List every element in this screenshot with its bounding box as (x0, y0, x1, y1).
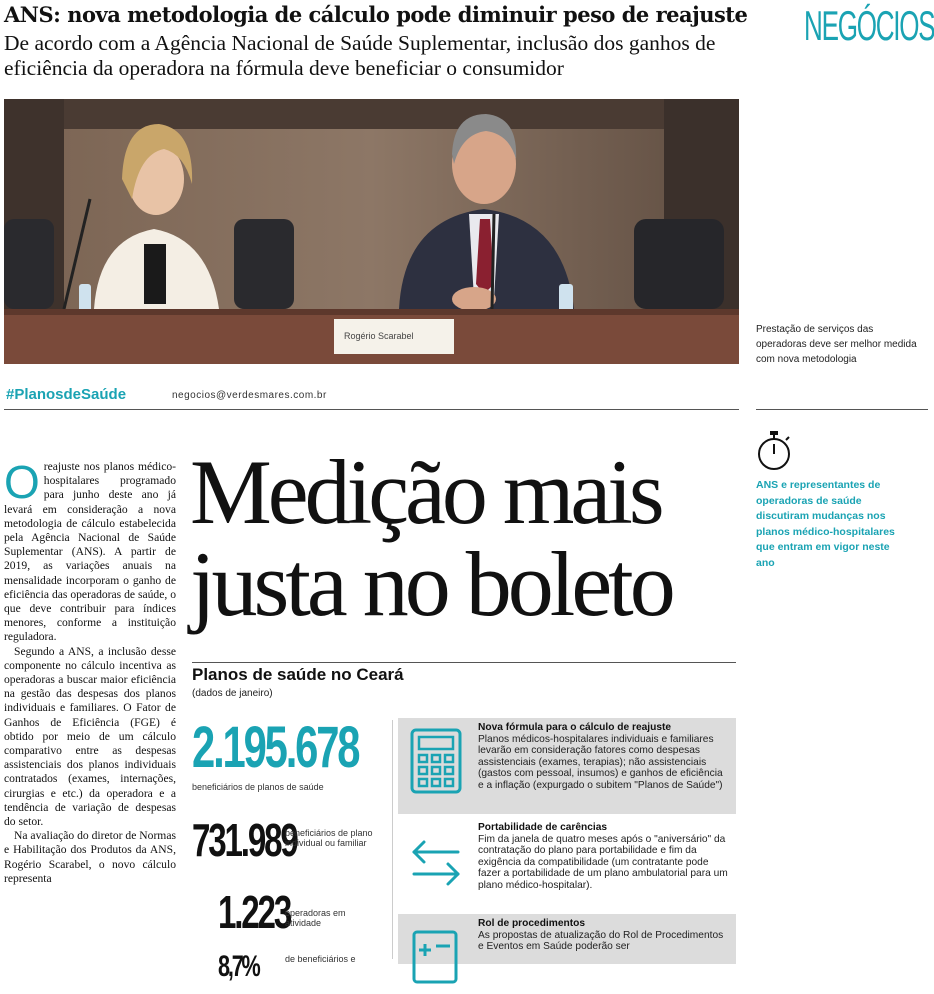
stat-label: de beneficiários e (285, 954, 356, 964)
box-title: Portabilidade de carências (478, 822, 608, 833)
box-title: Nova fórmula para o cálculo de reajuste (478, 722, 672, 733)
box-text: Fim da janela de quatro meses após o "aniversário" da contratação do plano para portabilidade e fim da exigência da compatibilidade (um contratante pode fazer a portabilidade de um plano ambulatorial para um plano médico-hospitalar). (478, 833, 728, 891)
stat-value: 1.223 (218, 886, 291, 938)
divider (756, 409, 928, 410)
nameplate: Rogério Scarabel (344, 331, 414, 341)
article-photo (4, 99, 739, 364)
main-headline: Medição mais justa no boleto (190, 441, 672, 635)
sidebar-note: ANS e representantes de operadoras de saúde discutiram mudanças nos planos médico-hospitalares que entram em vigor neste ano (756, 479, 895, 569)
article-body (4, 456, 176, 886)
stat-value: 8,7% (218, 950, 259, 983)
info-box (398, 914, 736, 964)
paragraph: Na avaliação do diretor de Normas e Habilitação dos Produtos da ANS, Rogério Scarabel, o novo cálculo representa (4, 829, 176, 885)
kicker-headline: ANS: nova metodologia de cálculo pode diminuir peso de reajuste (4, 2, 748, 27)
stopwatch-icon (756, 428, 792, 476)
paragraph: Segundo a ANS, a inclusão desse componente no cálculo incentiva as operadoras a buscar maior eficiência na gestão das despesas dos planos individuais e familiares. O Fator de Ganhos de Eficiência (FGE) é obtido por meio de um cálculo comparativo entre as despesas assistenciais dos planos individuais contratados (exames, internações, cirurgias e etc.) da operadora e a tendência de variação de despesas do setor. (4, 644, 176, 829)
box-title: Rol de procedimentos (478, 918, 585, 929)
stat-label: beneficiários de plano individual ou familiar (285, 828, 373, 848)
box-text: As propostas de atualização do Rol de Procedimentos e Eventos em Saúde poderão ser (478, 929, 724, 953)
divider (192, 662, 736, 663)
deck-subheadline: De acordo com a Agência Nacional de Saúde Suplementar, inclusão dos ganhos de eficiência da operadora na fórmula deve beneficiar o consumidor (4, 31, 716, 80)
box-text: Planos médicos-hospitalares individuais e familiares levarão em consideração fatores como despesas assistenciais (exames, terapias); não assistenciais (gastos com pessoal, insumos) e ganhos de eficiência e a inflação (expurgado o subitem "Planos de Saúde") (478, 733, 723, 791)
calculator-icon (408, 728, 464, 794)
stat-value: 731.989 (192, 814, 297, 866)
stat-value: 2.195.678 (192, 715, 359, 780)
photo-caption: Prestação de serviços das operadoras deve ser melhor medida com nova metodologia (756, 324, 917, 365)
divider (392, 720, 393, 959)
photo-illustration (4, 99, 739, 364)
dropcap: O (4, 456, 40, 508)
medical-list-icon (408, 924, 464, 990)
hashtag[interactable]: #PlanosdeSaúde (6, 386, 127, 403)
divider (4, 409, 739, 410)
paragraph: reajuste nos planos médico-hospitalares programado para junho deste ano já levará em consideração a nova metodologia de cálculo estabelecida pela Agência Nacional de Saúde Suplementar (ANS). A partir de 2019, as variações anuais na mensalidade incorporam o ganho de eficiência das operadoras de saúde, o que deve contribuir para índices menores, conforme a instituição reguladora. (4, 460, 176, 644)
contact-email[interactable]: negocios@verdesmares.com.br (172, 390, 327, 401)
infographic-title: Planos de saúde no Ceará (192, 665, 404, 684)
stat-label: operadoras em atividade (285, 908, 346, 928)
infographic-subtitle: (dados de janeiro) (192, 688, 273, 699)
info-box (398, 718, 736, 814)
section-label: NEGÓCIOS (804, 2, 934, 49)
transfer-arrows-icon (408, 828, 464, 894)
info-box (398, 818, 736, 910)
stat-label: beneficiários de planos de saúde (192, 782, 324, 792)
